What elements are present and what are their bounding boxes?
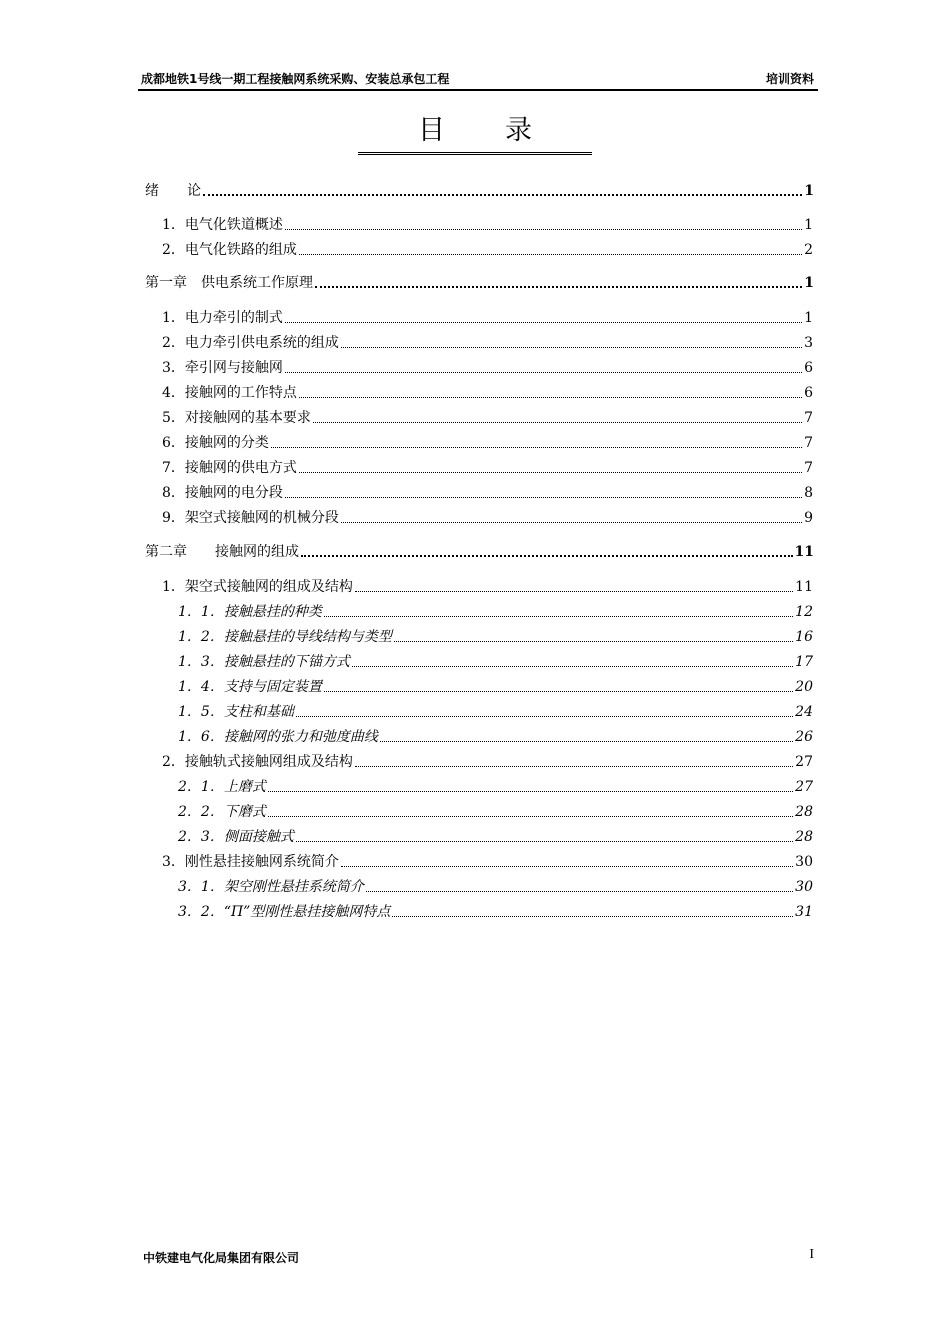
toc-dot-leader bbox=[203, 193, 802, 196]
toc-entry-label: 1．2．接触悬挂的导线结构与类型 bbox=[178, 629, 392, 645]
toc-entry-label: 第二章 接触网的组成 bbox=[145, 544, 299, 560]
toc-dot-leader bbox=[366, 890, 793, 892]
toc-dot-leader bbox=[380, 740, 793, 742]
toc-entry-page: 20 bbox=[795, 679, 813, 695]
toc-entry-page: 2 bbox=[804, 242, 813, 258]
toc-title: 目录 bbox=[358, 114, 592, 155]
toc-entry[interactable] bbox=[162, 574, 813, 596]
toc-dot-leader bbox=[352, 665, 793, 667]
toc-entry-label: 3．牵引网与接触网 bbox=[162, 360, 283, 376]
toc-entry-label: 2．3．侧面接触式 bbox=[178, 829, 294, 845]
toc-entry-label: 6．接触网的分类 bbox=[162, 435, 269, 451]
toc-entry[interactable] bbox=[162, 305, 813, 327]
toc-dot-leader bbox=[271, 446, 802, 448]
toc-entry-page: 30 bbox=[795, 854, 813, 870]
toc-entry[interactable] bbox=[162, 455, 813, 477]
toc-entry-label: 1．3．接触悬挂的下锚方式 bbox=[178, 654, 350, 670]
toc-entry-page: 11 bbox=[795, 579, 813, 595]
toc-entry-page: 8 bbox=[804, 485, 813, 501]
toc-entry[interactable] bbox=[178, 799, 813, 821]
toc-entry-label: 绪 论 bbox=[145, 183, 201, 199]
toc-entry-label: 2．1．上磨式 bbox=[178, 779, 266, 795]
toc-entry-label: 1．架空式接触网的组成及结构 bbox=[162, 579, 353, 595]
toc-entry-page: 7 bbox=[804, 435, 813, 451]
toc-entry[interactable] bbox=[178, 899, 813, 921]
toc-entry[interactable] bbox=[162, 355, 813, 377]
page-footer bbox=[143, 1249, 818, 1266]
toc-entry[interactable] bbox=[162, 237, 813, 259]
toc-entry[interactable] bbox=[178, 699, 813, 721]
toc-entry-page: 26 bbox=[795, 729, 813, 745]
toc-entry[interactable] bbox=[178, 724, 813, 746]
toc-entry[interactable] bbox=[162, 849, 813, 871]
toc-dot-leader bbox=[268, 815, 793, 817]
toc-entry-page: 7 bbox=[804, 460, 813, 476]
toc-entry-page: 3 bbox=[804, 335, 813, 351]
toc-entry-label: 1．6．接触网的张力和弛度曲线 bbox=[178, 729, 378, 745]
toc-entry[interactable] bbox=[145, 270, 814, 292]
toc-entry-page: 9 bbox=[804, 510, 813, 526]
toc-entry[interactable] bbox=[145, 539, 814, 561]
toc-entry-label: 2．电力牵引供电系统的组成 bbox=[162, 335, 339, 351]
toc-entry-page: 17 bbox=[795, 654, 813, 670]
toc-entry-label: 3．2．“Π”型刚性悬挂接触网特点 bbox=[178, 904, 391, 920]
toc-entry-label: 1．电力牵引的制式 bbox=[162, 310, 283, 326]
toc-entry-label: 2．2．下磨式 bbox=[178, 804, 266, 820]
toc-entry[interactable] bbox=[178, 624, 813, 646]
toc-entry[interactable] bbox=[178, 774, 813, 796]
toc-dot-leader bbox=[285, 496, 802, 498]
toc-entry-label: 8．接触网的电分段 bbox=[162, 485, 283, 501]
toc-entry-page: 16 bbox=[795, 629, 813, 645]
toc-dot-leader bbox=[285, 321, 802, 323]
toc-entry-page: 24 bbox=[795, 704, 813, 720]
toc-entry[interactable] bbox=[162, 212, 813, 234]
toc-dot-leader bbox=[355, 590, 793, 592]
toc-entry[interactable] bbox=[162, 405, 813, 427]
toc-entry-label: 5．对接触网的基本要求 bbox=[162, 410, 311, 426]
toc-entry-label: 1．5．支柱和基础 bbox=[178, 704, 294, 720]
toc-entry-page: 1 bbox=[804, 310, 813, 326]
toc-dot-leader bbox=[299, 253, 802, 255]
toc-entry-page: 31 bbox=[795, 904, 813, 920]
toc-entry[interactable] bbox=[162, 430, 813, 452]
toc-entry-label: 1．1．接触悬挂的种类 bbox=[178, 604, 322, 620]
toc-dot-leader bbox=[285, 228, 802, 230]
toc-entry-page: 6 bbox=[804, 360, 813, 376]
footer-company: 中铁建电气化局集团有限公司 bbox=[143, 1251, 300, 1265]
toc-dot-leader bbox=[299, 396, 802, 398]
toc-dot-leader bbox=[268, 790, 793, 792]
toc-entry[interactable] bbox=[178, 874, 813, 896]
toc-entry-label: 2．电气化铁路的组成 bbox=[162, 242, 297, 258]
toc-dot-leader bbox=[341, 865, 793, 867]
toc-entry-page: 1 bbox=[804, 183, 814, 199]
toc-entry[interactable] bbox=[162, 380, 813, 402]
toc-entry[interactable] bbox=[178, 674, 813, 696]
toc-entry-label: 7．接触网的供电方式 bbox=[162, 460, 297, 476]
toc-entry-label: 9．架空式接触网的机械分段 bbox=[162, 510, 339, 526]
toc-entry-label: 1．4．支持与固定装置 bbox=[178, 679, 322, 695]
toc-dot-leader bbox=[324, 690, 793, 692]
toc-entry[interactable] bbox=[145, 178, 814, 200]
toc-entry-label: 第一章 供电系统工作原理 bbox=[145, 275, 313, 291]
toc-title-wrapper bbox=[0, 114, 950, 155]
toc-entry[interactable] bbox=[162, 330, 813, 352]
header-doc-type: 培训资料 bbox=[765, 72, 814, 86]
toc-entry-page: 30 bbox=[795, 879, 813, 895]
toc-dot-leader bbox=[296, 715, 793, 717]
toc-entry[interactable] bbox=[162, 505, 813, 527]
toc-entry-page: 7 bbox=[804, 410, 813, 426]
toc-entry-label: 3．刚性悬挂接触网系统简介 bbox=[162, 854, 339, 870]
page-header bbox=[138, 72, 818, 91]
toc-dot-leader bbox=[285, 371, 802, 373]
toc-dot-leader bbox=[341, 521, 802, 523]
toc-dot-leader bbox=[315, 285, 802, 288]
toc-entry-page: 28 bbox=[795, 804, 813, 820]
toc-dot-leader bbox=[324, 615, 793, 617]
toc-dot-leader bbox=[313, 421, 802, 423]
footer-page-number: I bbox=[809, 1247, 814, 1262]
toc-dot-leader bbox=[301, 554, 793, 557]
toc-entry[interactable] bbox=[178, 649, 813, 671]
toc-entry[interactable] bbox=[162, 480, 813, 502]
toc-dot-leader bbox=[299, 471, 802, 473]
toc-dot-leader bbox=[392, 915, 793, 917]
toc-entry-page: 1 bbox=[804, 275, 814, 291]
toc-dot-leader bbox=[296, 840, 793, 842]
toc-entry-page: 28 bbox=[795, 829, 813, 845]
toc-dot-leader bbox=[341, 346, 802, 348]
toc-entry-page: 6 bbox=[804, 385, 813, 401]
toc-entry-label: 1．电气化铁道概述 bbox=[162, 217, 283, 233]
toc-entry-page: 27 bbox=[795, 754, 813, 770]
toc-dot-leader bbox=[394, 640, 793, 642]
toc-entry-label: 4．接触网的工作特点 bbox=[162, 385, 297, 401]
toc-entry-page: 11 bbox=[794, 544, 814, 560]
toc-dot-leader bbox=[355, 765, 793, 767]
toc-entry[interactable] bbox=[178, 599, 813, 621]
toc-entry-label: 3．1．架空刚性悬挂系统简介 bbox=[178, 879, 364, 895]
toc-entry-label: 2．接触轨式接触网组成及结构 bbox=[162, 754, 353, 770]
header-project-title: 成都地铁1号线一期工程接触网系统采购、安装总承包工程 bbox=[141, 72, 450, 86]
toc-entry[interactable] bbox=[178, 824, 813, 846]
toc-entry-page: 27 bbox=[795, 779, 813, 795]
toc-entry-page: 12 bbox=[795, 604, 813, 620]
toc-entry[interactable] bbox=[162, 749, 813, 771]
toc-entry-page: 1 bbox=[804, 217, 813, 233]
